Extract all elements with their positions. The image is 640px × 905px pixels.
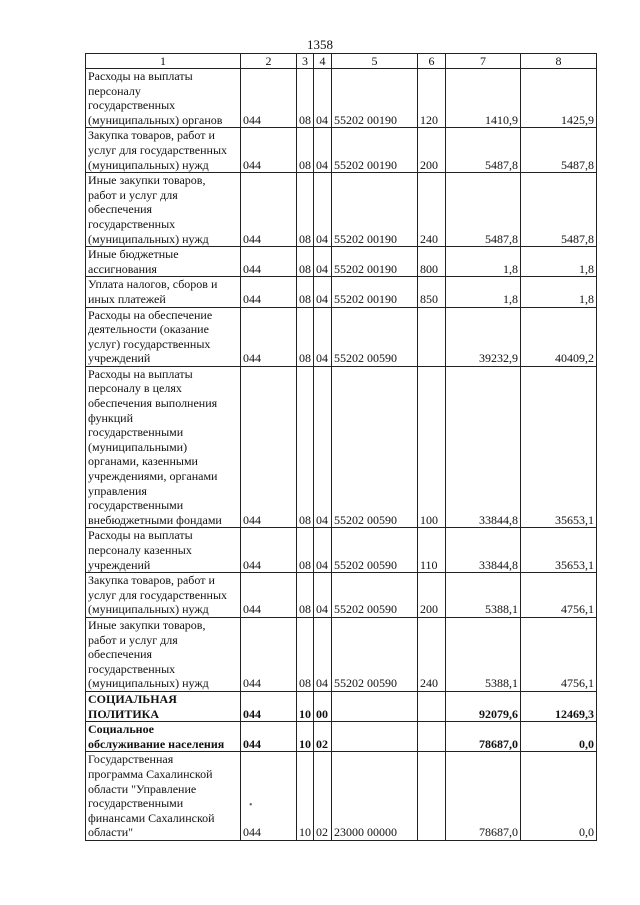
row-value-col8: 35653,1 — [521, 366, 597, 528]
row-target-article — [332, 691, 418, 721]
row-subsection: 04 — [314, 173, 332, 247]
row-section: 08 — [297, 366, 314, 528]
row-target-article: 55202 00190 — [332, 277, 418, 307]
row-name: Иные закупки товаров, работ и услуг для обеспечения государственных (муниципальных) нужд — [86, 617, 241, 691]
table-row — [86, 277, 597, 307]
row-name: Расходы на выплаты персоналу в целях обеспечения выполнения функций государственными (муниципальными) органами, казенными учреждениями, органами управления государственными внебюджетными фондами — [86, 366, 241, 528]
budget-table — [85, 53, 597, 841]
row-code: 044 — [241, 617, 297, 691]
row-expense-type — [418, 691, 446, 721]
row-value-col8: 1,8 — [521, 247, 597, 277]
row-subsection: 04 — [314, 247, 332, 277]
row-section: 10 — [297, 691, 314, 721]
row-code: 044 — [241, 277, 297, 307]
row-expense-type: 850 — [418, 277, 446, 307]
row-name: Уплата налогов, сборов и иных платежей — [86, 277, 241, 307]
row-subsection: 04 — [314, 573, 332, 618]
row-value-col7: 39232,9 — [446, 307, 521, 366]
row-name: Иные бюджетные ассигнования — [86, 247, 241, 277]
row-value-col7: 33844,8 — [446, 366, 521, 528]
table-row — [86, 752, 597, 841]
table-row — [86, 691, 597, 721]
row-code: 044 — [241, 573, 297, 618]
row-target-article: 23000 00000 — [332, 752, 418, 841]
column-header: 7 — [446, 54, 521, 69]
row-expense-type: 200 — [418, 573, 446, 618]
column-header: 2 — [241, 54, 297, 69]
row-subsection: 04 — [314, 366, 332, 528]
row-name: Социальное обслуживание населения — [86, 722, 241, 752]
row-value-col8: 0,0 — [521, 752, 597, 841]
row-subsection: 04 — [314, 307, 332, 366]
row-code: 044 — [241, 247, 297, 277]
row-target-article: 55202 00190 — [332, 69, 418, 128]
row-expense-type: 120 — [418, 69, 446, 128]
row-expense-type: 200 — [418, 128, 446, 173]
table-row — [86, 307, 597, 366]
row-value-col8: 4756,1 — [521, 617, 597, 691]
row-value-col7: 33844,8 — [446, 528, 521, 573]
row-name: Иные закупки товаров, работ и услуг для обеспечения государственных (муниципальных) нужд — [86, 173, 241, 247]
row-target-article: 55202 00590 — [332, 307, 418, 366]
row-target-article: 55202 00190 — [332, 173, 418, 247]
row-name: Закупка товаров, работ и услуг для государственных (муниципальных) нужд — [86, 128, 241, 173]
row-value-col8: 40409,2 — [521, 307, 597, 366]
table-row — [86, 128, 597, 173]
row-section: 08 — [297, 617, 314, 691]
row-section: 08 — [297, 528, 314, 573]
row-value-col8: 35653,1 — [521, 528, 597, 573]
row-target-article: 55202 00590 — [332, 366, 418, 528]
row-target-article: 55202 00590 — [332, 617, 418, 691]
row-section: 08 — [297, 247, 314, 277]
row-section: 08 — [297, 69, 314, 128]
row-value-col7: 1,8 — [446, 247, 521, 277]
row-value-col7: 78687,0 — [446, 722, 521, 752]
row-subsection: 04 — [314, 277, 332, 307]
row-expense-type: 100 — [418, 366, 446, 528]
row-section: 08 — [297, 277, 314, 307]
row-value-col8: 4756,1 — [521, 573, 597, 618]
scan-speck: • — [249, 800, 253, 811]
row-code: 044 — [241, 752, 297, 841]
row-subsection: 00 — [314, 691, 332, 721]
row-value-col7: 92079,6 — [446, 691, 521, 721]
row-value-col8: 1,8 — [521, 277, 597, 307]
row-target-article: 55202 00590 — [332, 573, 418, 618]
row-expense-type: 110 — [418, 528, 446, 573]
table-row — [86, 69, 597, 128]
row-name: Расходы на выплаты персоналу государственных (муниципальных) органов — [86, 69, 241, 128]
table-row — [86, 617, 597, 691]
row-expense-type: 240 — [418, 617, 446, 691]
row-code: 044 — [241, 69, 297, 128]
table-row — [86, 573, 597, 618]
row-section: 08 — [297, 573, 314, 618]
row-name: Расходы на выплаты персоналу казенных учреждений — [86, 528, 241, 573]
row-code: 044 — [241, 691, 297, 721]
row-expense-type: 800 — [418, 247, 446, 277]
row-target-article: 55202 00190 — [332, 247, 418, 277]
row-subsection: 04 — [314, 528, 332, 573]
column-header: 6 — [418, 54, 446, 69]
row-expense-type — [418, 752, 446, 841]
row-value-col7: 1,8 — [446, 277, 521, 307]
row-value-col8: 0,0 — [521, 722, 597, 752]
row-code: 044 — [241, 528, 297, 573]
table-row — [86, 247, 597, 277]
row-code: 044 — [241, 173, 297, 247]
page-number: 1358 — [307, 37, 333, 52]
row-value-col7: 78687,0 — [446, 752, 521, 841]
row-value-col8: 5487,8 — [521, 173, 597, 247]
row-value-col7: 5487,8 — [446, 128, 521, 173]
row-expense-type: 240 — [418, 173, 446, 247]
row-value-col8: 5487,8 — [521, 128, 597, 173]
row-section: 10 — [297, 752, 314, 841]
header-row — [86, 54, 597, 69]
row-name: Расходы на обеспечение деятельности (оказание услуг) государственных учреждений — [86, 307, 241, 366]
row-name: Государственная программа Сахалинской области "Управление государственными финансами Сахалинской области" — [86, 752, 241, 841]
column-header: 3 — [297, 54, 314, 69]
row-name: Закупка товаров, работ и услуг для государственных (муниципальных) нужд — [86, 573, 241, 618]
row-value-col7: 5487,8 — [446, 173, 521, 247]
row-section: 08 — [297, 173, 314, 247]
row-expense-type — [418, 722, 446, 752]
table-row — [86, 173, 597, 247]
row-subsection: 04 — [314, 617, 332, 691]
row-value-col7: 5388,1 — [446, 573, 521, 618]
row-expense-type — [418, 307, 446, 366]
row-section: 10 — [297, 722, 314, 752]
row-target-article — [332, 722, 418, 752]
row-section: 08 — [297, 128, 314, 173]
row-value-col7: 1410,9 — [446, 69, 521, 128]
column-header: 8 — [521, 54, 597, 69]
column-header: 5 — [332, 54, 418, 69]
row-section: 08 — [297, 307, 314, 366]
row-subsection: 04 — [314, 128, 332, 173]
table-row — [86, 366, 597, 528]
row-target-article: 55202 00590 — [332, 528, 418, 573]
row-target-article: 55202 00190 — [332, 128, 418, 173]
row-code: 044 — [241, 366, 297, 528]
row-subsection: 04 — [314, 69, 332, 128]
row-code: 044 — [241, 307, 297, 366]
row-name: СОЦИАЛЬНАЯ ПОЛИТИКА — [86, 691, 241, 721]
row-value-col8: 1425,9 — [521, 69, 597, 128]
row-value-col8: 12469,3 — [521, 691, 597, 721]
table-row — [86, 528, 597, 573]
column-header: 4 — [314, 54, 332, 69]
row-code: 044 — [241, 128, 297, 173]
table-body — [86, 69, 597, 841]
table-row — [86, 722, 597, 752]
row-value-col7: 5388,1 — [446, 617, 521, 691]
row-code: 044 — [241, 722, 297, 752]
column-header: 1 — [86, 54, 241, 69]
row-subsection: 02 — [314, 752, 332, 841]
row-subsection: 02 — [314, 722, 332, 752]
